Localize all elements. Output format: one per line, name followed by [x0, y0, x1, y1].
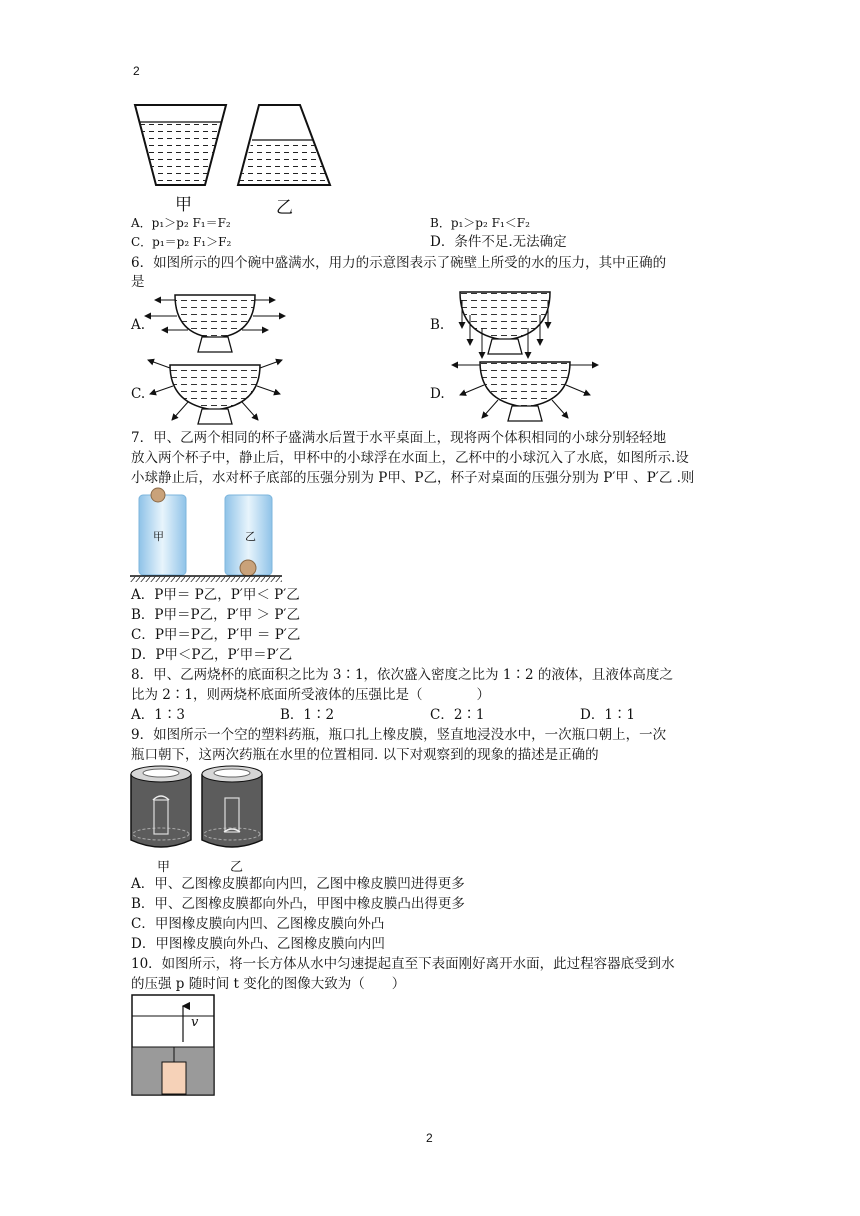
q8-stem-line1: 8．甲、乙两烧杯的底面积之比为 3∶1，依次盛入密度之比为 1∶2 的液体，且液体高度之 — [131, 667, 673, 683]
q8-option-c: C．2∶1 — [430, 707, 485, 723]
q9-stem-line2: 瓶口朝下，这两次药瓶在水里的位置相同. 以下对观察到的现象的描述是正确的 — [131, 747, 599, 763]
q6-option-d: D. — [430, 386, 445, 402]
q10-figure — [131, 994, 216, 1096]
q6-option-a: A. — [131, 317, 146, 333]
q8-option-b: B．1∶2 — [280, 707, 335, 723]
q6-stem-line1: 6．如图所示的四个碗中盛满水，用力的示意图表示了碗壁上所受的水的压力，其中正确的 — [131, 255, 667, 271]
container-yi — [238, 105, 330, 185]
q7-stem-line1: 7．甲、乙两个相同的杯子盛满水后置于水平桌面上，现将两个体积相同的小球分别轻轻地 — [131, 430, 667, 446]
q9-stem-line1: 9．如图所示一个空的塑料药瓶，瓶口扎上橡皮膜，竖直地浸没水中，一次瓶口朝上，一次 — [131, 727, 667, 743]
q8-option-a: A．1∶3 — [131, 707, 185, 723]
q6-option-b: B. — [430, 317, 445, 333]
bowl-a — [145, 295, 285, 352]
q5-option-d: D．条件不足.无法确定 — [430, 234, 567, 250]
bowl-b — [460, 292, 550, 358]
q9-figure — [128, 762, 278, 857]
q8-stem-line2: 比为 2∶1，则两烧杯底面所受液体的压强比是（ ） — [131, 687, 490, 703]
q10-stem-line1: 10．如图所示，将一长方体从水中匀速提起直至下表面刚好离开水面，此过程容器底受到水 — [131, 956, 675, 972]
q9-option-c: C．甲图橡皮膜向内凹、乙图橡皮膜向外凸 — [131, 916, 385, 932]
bowl-d — [452, 362, 598, 421]
page-number-top: 2 — [133, 64, 140, 78]
q9-label-jia: 甲 — [157, 860, 171, 875]
q9-option-d: D．甲图橡皮膜向外凸、乙图橡皮膜向内凹 — [131, 936, 385, 952]
q10-stem-line2: 的压强 p 随时间 t 变化的图像大致为（ ） — [131, 976, 406, 992]
q6-stem-line2: 是 — [131, 274, 145, 290]
beaker-yi — [202, 766, 262, 847]
q7-option-d: D．P甲＜P乙，P′甲＝P′乙 — [131, 647, 293, 663]
q5-figure — [130, 100, 340, 190]
q6-option-c: C. — [131, 386, 146, 402]
page-number-bottom: 2 — [426, 1131, 433, 1145]
q7-option-b: B．P甲＝P乙，P′甲 ＞ P′乙 — [131, 607, 300, 623]
q7-cup-label-jia: 甲 — [153, 530, 164, 543]
q7-option-c: C．P甲＝P乙，P′甲 ＝ P′乙 — [131, 627, 301, 643]
q5-label-yi: 乙 — [276, 198, 293, 218]
q5-option-b: B．p₁＞p₂ F₁＜F₂ — [430, 216, 530, 230]
beaker-jia — [131, 766, 191, 847]
q5-option-a: A．p₁＞p₂ F₁＝F₂ — [131, 216, 231, 230]
q5-label-jia: 甲 — [175, 195, 192, 215]
q9-option-b: B．甲、乙图橡皮膜都向外凸，甲图中橡皮膜凸出得更多 — [131, 896, 465, 912]
q9-label-yi: 乙 — [230, 860, 244, 875]
q5-option-c: C．p₁＝p₂ F₁＞F₂ — [131, 235, 232, 249]
q7-stem-line2: 放入两个杯子中，静止后，甲杯中的小球浮在水面上，乙杯中的小球沉入了水底，如图所示.设 — [131, 450, 689, 466]
container-jia — [135, 105, 226, 185]
q6-figures — [140, 290, 610, 430]
bowl-c — [148, 360, 282, 424]
q9-option-a: A．甲、乙图橡皮膜都向内凹，乙图中橡皮膜凹进得更多 — [131, 876, 465, 892]
q7-stem-line3: 小球静止后，水对杯子底部的压强分别为 P甲、P乙，杯子对桌面的压强分别为 P′甲 、P′乙 .则 — [131, 470, 695, 486]
q8-option-d: D．1∶1 — [580, 707, 636, 723]
q7-option-a: A．P甲＝ P乙，P′甲＜ P′乙 — [131, 587, 300, 603]
q7-cup-label-yi: 乙 — [245, 530, 256, 543]
q10-velocity-label: v — [191, 1015, 199, 1030]
